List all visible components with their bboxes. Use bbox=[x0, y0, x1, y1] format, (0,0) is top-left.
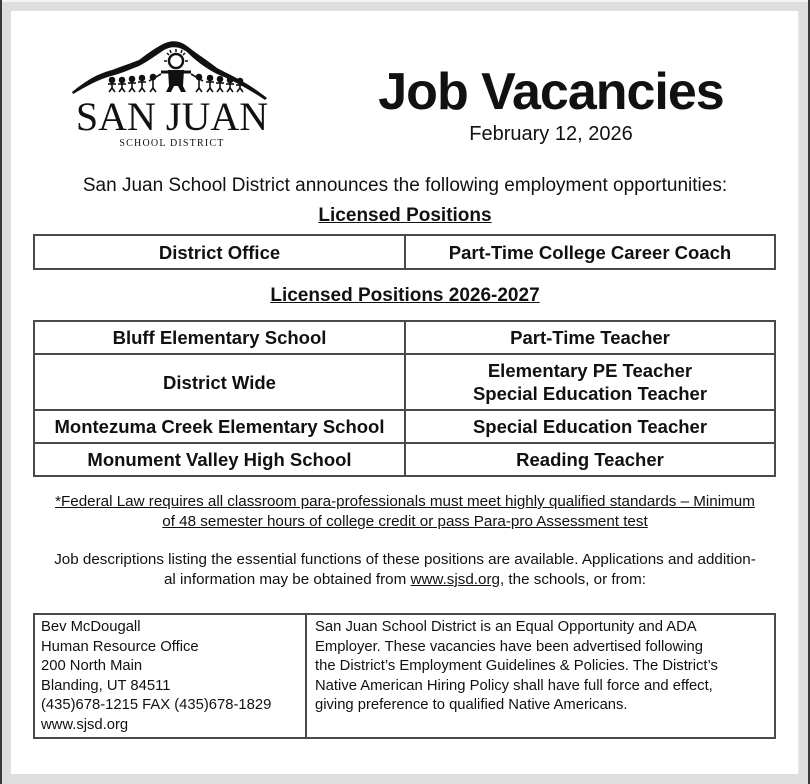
contact-phone-fax: (435)678-1215 FAX (435)678-1829 bbox=[41, 697, 272, 714]
table-row bbox=[34, 321, 775, 354]
position-title: Part-Time Teacher bbox=[510, 327, 670, 348]
section-heading-licensed: Licensed Positions bbox=[318, 205, 492, 226]
frame-top-edge bbox=[0, 0, 810, 2]
note-line: of 48 semester hours of college credit or pass Para-pro Assessment test bbox=[162, 513, 648, 530]
contact-office: Human Resource Office bbox=[41, 638, 199, 655]
position-cell bbox=[405, 321, 775, 354]
frame-left-edge bbox=[0, 0, 2, 784]
website-link[interactable]: www.sjsd.org bbox=[410, 571, 500, 588]
position-cell bbox=[405, 410, 775, 443]
contact-info bbox=[35, 615, 307, 737]
location-cell: District Office bbox=[34, 235, 405, 269]
description-suffix: , the schools, or from: bbox=[499, 571, 646, 588]
position-title: Reading Teacher bbox=[516, 449, 664, 470]
location-cell: Bluff Elementary School bbox=[34, 321, 405, 354]
position-title: Elementary PE Teacher bbox=[487, 360, 693, 381]
table-row bbox=[34, 354, 775, 410]
description-line: Job descriptions listing the essential functions of these positions are available. Applications and addition- bbox=[54, 551, 756, 568]
table-row bbox=[34, 443, 775, 476]
description-line bbox=[0, 570, 810, 590]
position-title: Special Education Teacher bbox=[472, 416, 708, 437]
eeo-statement bbox=[307, 615, 774, 737]
licensed-positions-table bbox=[33, 234, 776, 270]
job-description-text bbox=[0, 550, 810, 590]
district-logo bbox=[67, 30, 277, 155]
position-cell bbox=[405, 443, 775, 476]
location-cell: Monument Valley High School bbox=[34, 443, 405, 476]
location-cell: Montezuma Creek Elementary School bbox=[34, 410, 405, 443]
position-cell bbox=[405, 235, 775, 269]
eeo-line: San Juan School District is an Equal Opportunity and ADA bbox=[315, 619, 697, 635]
table-row bbox=[34, 235, 775, 269]
location-cell: District Wide bbox=[34, 354, 405, 410]
eeo-line: the District’s Employment Guidelines & Policies. The District’s bbox=[315, 658, 718, 675]
logo-subtitle-text: SCHOOL DISTRICT bbox=[119, 138, 225, 149]
eeo-line: Employer. These vacancies have been advertised following bbox=[315, 638, 703, 655]
contact-website: www.sjsd.org bbox=[41, 716, 129, 733]
section-heading-licensed-2026-2027: Licensed Positions 2026-2027 bbox=[270, 285, 540, 306]
licensed-positions-2026-2027-table bbox=[33, 320, 776, 477]
contact-name: Bev McDougall bbox=[41, 619, 141, 635]
logo-name-text: SAN JUAN bbox=[75, 94, 269, 139]
note-line: *Federal Law requires all classroom para-professionals must meet highly qualified standards – Minimum bbox=[55, 493, 755, 510]
intro-text: San Juan School District announces the following employment opportunities: bbox=[82, 175, 728, 196]
posting-date: February 12, 2026 bbox=[469, 123, 633, 145]
position-cell bbox=[405, 354, 775, 410]
position-title: Part-Time College Career Coach bbox=[448, 241, 732, 263]
mountain-people-logo-icon bbox=[67, 30, 277, 155]
eeo-line: Native American Hiring Policy shall have full force and effect, bbox=[315, 677, 713, 694]
contact-box bbox=[33, 613, 776, 739]
description-prefix: al information may be obtained from bbox=[163, 571, 411, 588]
page-title: Job Vacancies bbox=[378, 63, 724, 121]
table-row bbox=[34, 410, 775, 443]
contact-street: 200 North Main bbox=[41, 658, 143, 675]
federal-law-note bbox=[0, 492, 810, 532]
eeo-line: giving preference to qualified Native Americans. bbox=[315, 697, 628, 714]
position-title: Special Education Teacher bbox=[472, 383, 708, 404]
contact-city: Blanding, UT 84511 bbox=[41, 677, 171, 694]
